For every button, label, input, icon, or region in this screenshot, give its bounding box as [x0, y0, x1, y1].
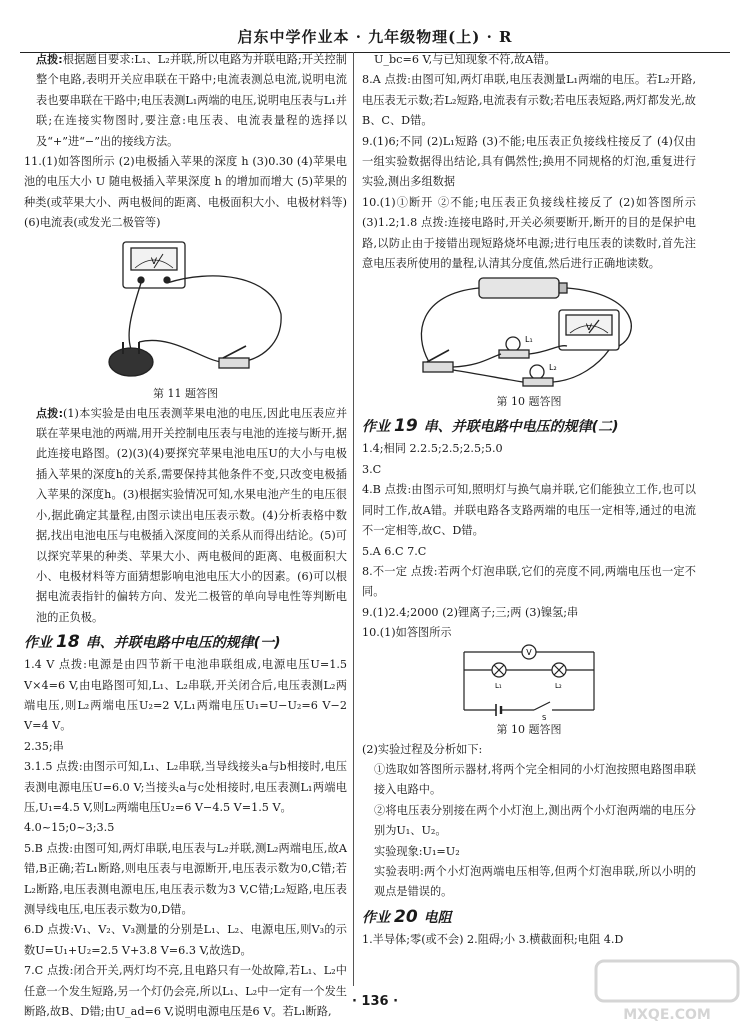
page-header: [20, 26, 730, 53]
section-19-title: 作业 19 串、并联电路中电压的规律(二): [362, 416, 619, 437]
section-20-title: 作业 20 电阻: [362, 906, 452, 927]
fig-10a-circuit: [409, 274, 649, 392]
watermark-logo: [592, 957, 742, 1027]
s19-q1: 1.4;相同 2.2.5;2.5;2.5;5.0: [362, 442, 503, 456]
fig-11-caption: 第 11 题答图: [153, 386, 218, 400]
watermark-text: MXQE.COM: [623, 1007, 711, 1023]
s19-q4: 4.B 点拨:由图示可知,照明灯与换气扇并联,它们能独立工作,也可以同时工作,故A错。并联电路各支路两端的电压一定相等,通过的电流不一定相等,故C、D错。: [362, 483, 696, 538]
tip-label: 点拨:: [36, 53, 63, 66]
voltmeter-symbol: V: [150, 256, 157, 267]
label-l2: L₂: [549, 363, 557, 373]
s19-q5: 5.A 6.C 7.C: [362, 544, 427, 558]
switch: [423, 362, 453, 372]
header-title: 启东中学作业本 · 九年级物理(上) · R: [237, 28, 513, 46]
column-divider: [353, 52, 354, 986]
s18-q7-cont: U_bc=6 V,与已知现象不符,故A错。: [374, 53, 556, 66]
switch-symbol: [534, 702, 550, 710]
fig-10b-l2: L₂: [555, 681, 562, 690]
q11-explanation: 点拨:(1)本实验是由电压表测苹果电池的电压,因此电压表应并联在苹果电池的两端,用开关控制电压表与电池的连接与断开,据此连接电路图。(2)(3)(4)要探究苹果电池电压U的大小与电极插入苹果的深度h的关系,需要保持其他条件不变,只改变电极插入苹果的深度h。(3)根据实验情况可知,水果电池产生的电压很小,据此确定其量程,由图示读出电压表示数。(4)分析表格中数据,找出电池电压与电极插入深度间的关系从而得出结论。(5)可以探究苹果的种类、苹果大小、两电极间的距离、电极面积大小、电极材料等方面猜想影响电池电压大小的因素。(6)可以根据电流表指针的偏转方向、发光二极管的单向导电性等判断电池的正负极。: [36, 406, 348, 624]
bulb-l1: [506, 337, 520, 351]
label-l1: L₁: [525, 335, 533, 345]
s18-q8: 8.A 点拨:由图可知,两灯串联,电压表测量L₁两端的电压。若L₂开路,电压表无示数;若L₂短路,电流表有示数;若电压表短路,两灯都发光,故B、C、D错。: [362, 73, 696, 128]
s19-q10-step1: ①选取如答图所示器材,将两个完全相同的小灯泡按照电路图串联接入电路中。: [374, 762, 696, 797]
s19-q10-phenomenon: 实验现象:U₁=U₂: [374, 844, 460, 858]
s19-q10-conclusion: 实验表明:两个小灯泡两端电压相等,但两个灯泡串联,所以小明的观点是错误的。: [374, 864, 696, 899]
s18-q9: 9.(1)6;不同 (2)L₁短路 (3)不能;电压表正负接线柱接反了 (4)仅由一组实验数据得出结论,具有偶然性;换用不同规格的灯泡,重复进行实验,测出多组数据: [362, 134, 696, 189]
fig-10b-v: V: [526, 647, 532, 657]
left-column: [24, 50, 347, 1022]
page-number: · 136 ·: [351, 994, 399, 1009]
s18-q4: 4.0~15;0~3;3.5: [24, 821, 115, 835]
voltmeter-symbol: V: [585, 323, 593, 334]
fig-10b-circuit: [454, 644, 604, 720]
fig-10b-l1: L₁: [495, 681, 502, 690]
s18-q5: 5.B 点拨:由图可知,两灯串联,电压表与L₂并联,测L₂两端电压,故A错,B正确;若L₁断路,则电压表与电源断开,电压表示数为0,C错;若L₂断路,电压表测电源电压,电压表示数为3 V,C错;L₂短路,电压表测导线电压,电压表示数为0,D错。: [24, 841, 347, 916]
q11-answer: 11.(1)如答图所示 (2)电极插入苹果的深度 h (3)0.30 (4)苹果电池的电压大小 U 随电极插入苹果深度 h 的增加而增大 (5)苹果的种类(或苹果大小、两电极间的距离、电极面积大小、电极材料等) (6)电流表(或发光二极管等): [24, 155, 347, 230]
right-column: [362, 50, 696, 950]
fig-10a-caption: 第 10 题答图: [496, 395, 562, 409]
apple-battery: [109, 348, 153, 376]
s19-q10-2: (2)实验过程及分析如下:: [362, 742, 483, 756]
s19-q10-step2: ②将电压表分别接在两个小灯泡上,测出两个小灯泡两端的电压分别为U₁、U₂。: [374, 803, 696, 838]
s20-q1: 1.半导体;零(或不会) 2.阻碍;小 3.横截面积;电阻 4.D: [362, 932, 624, 946]
s18-q1: 1.4 V 点拨:电源是由四节新干电池串联组成,电源电压U=1.5 V×4=6 V,由电路图可知,L₁、L₂串联,开关闭合后,电压表测L₂两端电压,则L₂两端电压U₂=2 V,L₁两端电压U₁=U−U₂=6 V−2 V=4 V。: [24, 658, 347, 733]
switch: [219, 358, 249, 368]
s19-q3: 3.C: [362, 462, 382, 476]
s18-q6: 6.D 点拨:V₁、V₂、V₃测量的分别是L₁、L₂、电源电压,则V₃的示数U=U₁+U₂=2.5 V+3.8 V=6.3 V,故选D。: [24, 923, 347, 957]
s19-q9: 9.(1)2.4;2000 (2)锂离子;三;两 (3)镍氢;串: [362, 605, 579, 619]
s18-q10: 10.(1)①断开 ②不能;电压表正负接线柱接反了 (2)如答图所示 (3)1.2;1.8 点拨:连接电路时,开关必须要断开,断开的目的是保护电路,以防止由于接错出现短路烧坏电源;进行电压表的读数时,首先注意电压表所使用的量程,认清其分度值,然后进行正确地读数。: [362, 195, 696, 271]
s19-q8: 8.不一定 点拨:若两个灯泡串联,它们的亮度不同,两端电压也一定不同。: [362, 564, 696, 599]
fig-11-circuit: [71, 234, 301, 384]
bulb-l2: [530, 365, 544, 379]
fig-10b-s: S: [542, 713, 547, 720]
s18-q3: 3.1.5 点拨:由图示可知,L₁、L₂串联,当导线接头a与b相接时,电压表测电源电压U=6.0 V;当接头a与c处相接时,电压表测L₁两端电压,U₁=4.5 V,则L₂两端电压U₂=6 V−4.5 V=1.5 V。: [24, 760, 347, 814]
s18-q2: 2.35;串: [24, 739, 64, 753]
q10-explanation: 点拨:根据题目要求:L₁、L₂并联,所以电路为并联电路;开关控制整个电路,表明开关应串联在干路中;电流表测总电流,说明电流表也要串联在干路中;电压表测L₁两端的电压,说明电压表与L₁并联;在连接实物图时,要注意:电压表、电流表量程的选择以及“+”进“−”出的接线方法。: [36, 53, 347, 148]
fig-10b-caption: 第 10 题答图: [496, 722, 562, 736]
s18-q7: 7.C 点拨:闭合开关,两灯均不亮,且电路只有一处故障,若L₁、L₂中任意一个发生短路,另一个灯仍会亮,所以L₁、L₂中一定有一个发生断路,故B、D错;由U_ad=6 V,说明电源电压是6 V。若L₁断路,: [24, 964, 347, 1019]
battery-pack: [479, 278, 559, 298]
section-18-title: 作业 18 串、并联电路中电压的规律(一): [24, 632, 281, 653]
s19-q10: 10.(1)如答图所示: [362, 626, 452, 640]
